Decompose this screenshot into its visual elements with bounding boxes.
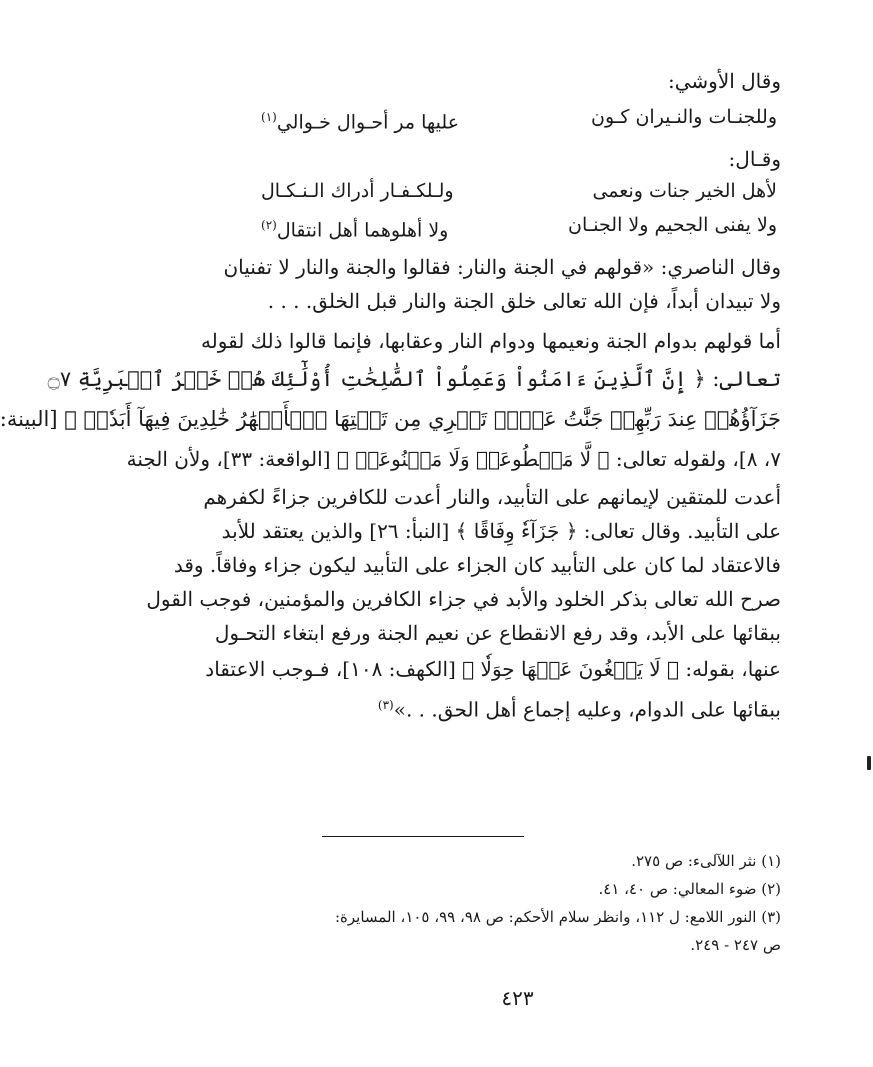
paragraph1-line: وقال الناصري: «قولهم في الجنة والنار: فقالوا والجنة والنار لا تفنيان <box>223 255 781 279</box>
paragraph2-line: على التأبيد. وقال تعالى: ﴿ جَزَآءٗ وِفَاقًا ﴾ [النبأ: ٢٦] والذين يعتقد للأبد <box>221 519 781 543</box>
poem2-verse2-left-hemistich <box>261 208 448 247</box>
poem2-verse-1 <box>261 174 777 208</box>
paragraph2-line: عنها، بقوله: ﴿ لَا يَبۡغُونَ عَنۡهَا حِوَلٗا ﴾ [الكهف: ١٠٨]، فـوجب الاعتقاد <box>205 657 781 681</box>
footnote-ref-2: (٢) <box>261 218 277 232</box>
poem2-verse2-right-hemistich: ولا يفنى الجحيم ولا الجنـان <box>568 214 777 236</box>
footnote-separator <box>322 836 524 837</box>
paragraph2-last-line <box>261 688 781 727</box>
paragraph2-quran-line: جَزَآؤُهُمۡ عِندَ رَبِّهِمۡ جَنَّٰتُ عَدۡنٖ تَجۡرِي مِن تَحۡتِهَا ٱلۡأَنۡهَٰرُ خَٰلِدِينَ فِيهَآ أَبَدٗاۖ ﴾ [البينة: <box>0 407 781 431</box>
paragraph1-line: ولا تبيدان أبداً، فإن الله تعالى خلق الجنة والنار قبل الخلق. . . . <box>267 289 781 313</box>
paragraph2-line: فالاعتقاد لما كان على التأبيد كان الجزاء على التأبيد ليكون جزاء وفاقاً. وقد <box>173 553 781 577</box>
poem1-intro: وقال الأوشي: <box>668 69 781 93</box>
footnote-ref-3: (٣) <box>377 698 394 712</box>
poem1-verse-left-hemistich <box>261 100 459 139</box>
paragraph2-line: أما قولهم بدوام الجنة ونعيمها ودوام النار وعقابها، فإنما قالوا ذلك لقوله <box>200 329 781 353</box>
footnote-1: (١) نثر اللآلىء: ص ٢٧٥. <box>631 852 781 870</box>
paragraph2-quran-line: تعالى: ﴿ إِنَّ ٱلَّذِينَ ءَامَنُواْ وَعَمِلُواْ ٱلصَّٰلِحَٰتِ أُوْلَٰٓئِكَ هُمۡ خَيۡرُ ٱلۡبَرِيَّةِ ۝٧ <box>47 367 781 391</box>
poem2-verse1-right-hemistich: لأهل الخير جنات ونعمى <box>592 180 777 202</box>
poem1-verse <box>261 100 777 134</box>
poem1-verse-right-hemistich: وللجنـات والنـيران كـون <box>591 106 777 128</box>
footnote-3: (٣) النور اللامع: ل ١١٢، وانظر سلام الأحكم: ص ٩٨، ٩٩، ١٠٥، المسايرة: <box>334 908 781 926</box>
footnote-3-continuation: ص ٢٤٧ - ٢٤٩. <box>690 936 781 954</box>
poem2-verse-2 <box>261 208 777 242</box>
paragraph2-line: ٧، ٨]، ولقوله تعالى: ﴿ لَّا مَقۡطُوعَةٖ وَلَا مَمۡنُوعَةٖ ﴾ [الواقعة: ٣٣]، ولأن الجنة <box>126 447 781 471</box>
page-number: ٤٢٣ <box>501 986 534 1010</box>
poem2-intro: وقـال: <box>728 147 781 171</box>
poem1-verse-left-text: عليها مر أحـوال خـوالي <box>276 111 460 134</box>
paragraph2-line: صرح الله تعالى بذكر الخلود والأبد في جزاء الكافرين والمؤمنين، فوجب القول <box>146 587 781 611</box>
scan-edge-mark <box>867 756 871 770</box>
poem2-verse1-left-hemistich: ولـلكـفـار أدراك الـنـكـال <box>261 180 454 202</box>
paragraph2-line: أعدت للمتقين لإيمانهم على التأبيد، والنار أعدت للكافرين جزاءً لكفرهم <box>203 485 781 509</box>
footnote-2: (٢) ضوء المعالي: ص ٤٠، ٤١. <box>598 880 781 898</box>
paragraph2-last-text: ببقائها على الدوام، وعليه إجماع أهل الحق. . .» <box>393 697 781 722</box>
footnote-ref-1: (١) <box>261 110 277 124</box>
poem2-verse2-left-text: ولا أهلوهما أهل انتقال <box>276 219 449 242</box>
paragraph2-line: ببقائها على الأبد، وقد رفع الانقطاع عن نعيم الجنة ورفع ابتغاء التحـول <box>214 621 781 645</box>
